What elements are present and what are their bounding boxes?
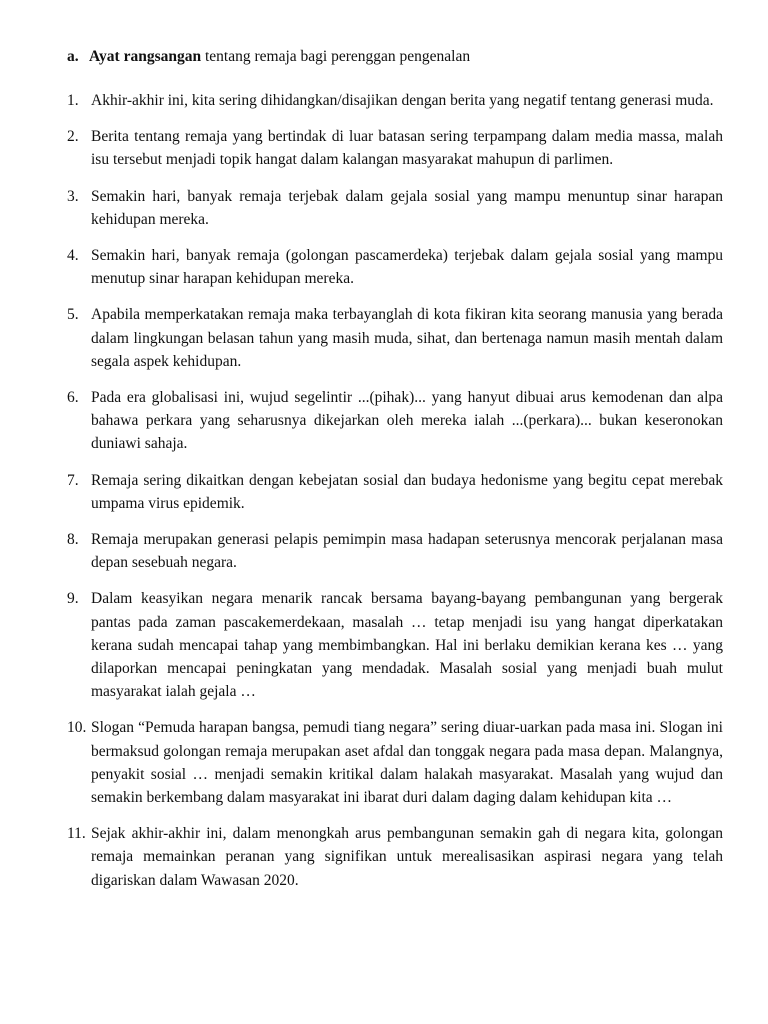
heading-rest-text: tentang remaja bagi perenggan pengenalan — [201, 48, 471, 65]
item-text: Semakin hari, banyak remaja (golongan pascamerdeka) terjebak dalam gejala sosial yang mampu menutup sinar harapan kehidupan mereka. — [91, 247, 723, 288]
item-number: 8. — [67, 531, 79, 549]
item-text: Dalam keasyikan negara menarik rancak bersama bayang-bayang pembangunan yang bergerak pantas pada zaman pascakemerdekaan, masalah … tetap menjadi isu yang hangat diperkatakan kerana sudah mencapai tahap yang membimbangkan. Hal ini berlaku demikian kerana kes … yang dilaporkan mencapai peningkatan yang mendadak. Masalah sosial yang menjadi buah mulut masyarakat ialah gejala … — [91, 590, 723, 701]
list-item — [67, 528, 723, 574]
item-text: Berita tentang remaja yang bertindak di luar batasan sering terpampang dalam media massa, malah isu tersebut menjadi topik hangat dalam kalangan masyarakat mahupun di parlimen. — [91, 128, 723, 169]
item-number: 7. — [67, 471, 79, 489]
list-item — [67, 822, 723, 892]
item-number: 5. — [67, 306, 79, 324]
item-number: 2. — [67, 128, 79, 146]
section-heading — [67, 47, 470, 67]
item-number: 11. — [67, 825, 86, 843]
list-item — [67, 185, 723, 231]
list-item — [67, 125, 723, 171]
list-item — [67, 716, 723, 809]
item-number: 3. — [67, 187, 79, 205]
item-number: 9. — [67, 590, 79, 608]
list-item — [67, 587, 723, 703]
heading-bold-text: Ayat rangsangan — [89, 48, 202, 65]
item-text: Akhir-akhir ini, kita sering dihidangkan/disajikan dengan berita yang negatif tentang generasi muda. — [91, 92, 714, 109]
list-item — [67, 244, 723, 290]
sentence-list — [67, 89, 723, 905]
heading-marker: a. — [67, 48, 79, 65]
list-item — [67, 89, 723, 112]
item-number: 4. — [67, 247, 79, 265]
item-text: Remaja merupakan generasi pelapis pemimpin masa hadapan seterusnya mencorak perjalanan masa depan sesebuah negara. — [91, 531, 723, 572]
item-text: Sejak akhir-akhir ini, dalam menongkah arus pembangunan semakin gah di negara kita, golongan remaja memainkan peranan yang signifikan untuk merealisasikan aspirasi negara yang telah digariskan dalam Wawasan 2020. — [91, 825, 723, 889]
list-item — [67, 469, 723, 515]
list-item — [67, 303, 723, 373]
item-number: 6. — [67, 389, 79, 407]
item-text: Slogan “Pemuda harapan bangsa, pemudi tiang negara” sering diuar-uarkan pada masa ini. Slogan ini bermaksud golongan remaja merupakan aset afdal dan tonggak negara pada masa depan. Malangnya, penyakit sosial … menjadi semakin kritikal dalam halakah masyarakat. Masalah yang wujud dan semakin berkembang dalam masyarakat ini ibarat duri dalam daging dalam kehidupan kita … — [91, 719, 723, 807]
item-text: Apabila memperkatakan remaja maka terbayanglah di kota fikiran kita seorang manusia yang berada dalam lingkungan belasan tahun yang masih muda, sihat, dan bertenaga namun masih mentah dalam segala aspek kehidupan. — [91, 306, 723, 370]
list-item — [67, 386, 723, 456]
item-text: Semakin hari, banyak remaja terjebak dalam gejala sosial yang mampu menuntup sinar harapan kehidupan mereka. — [91, 187, 723, 228]
item-number: 10. — [67, 719, 87, 737]
item-number: 1. — [67, 92, 79, 109]
item-text: Pada era globalisasi ini, wujud segelintir ...(pihak)... yang hanyut dibuai arus kemodenan dan alpa bahawa perkara yang seharusnya dikejarkan oleh mereka ialah ...(perkara)... bukan keseronokan duniawi sahaja. — [91, 389, 723, 453]
item-text: Remaja sering dikaitkan dengan kebejatan sosial dan budaya hedonisme yang begitu cepat merebak umpama virus epidemik. — [91, 471, 723, 512]
